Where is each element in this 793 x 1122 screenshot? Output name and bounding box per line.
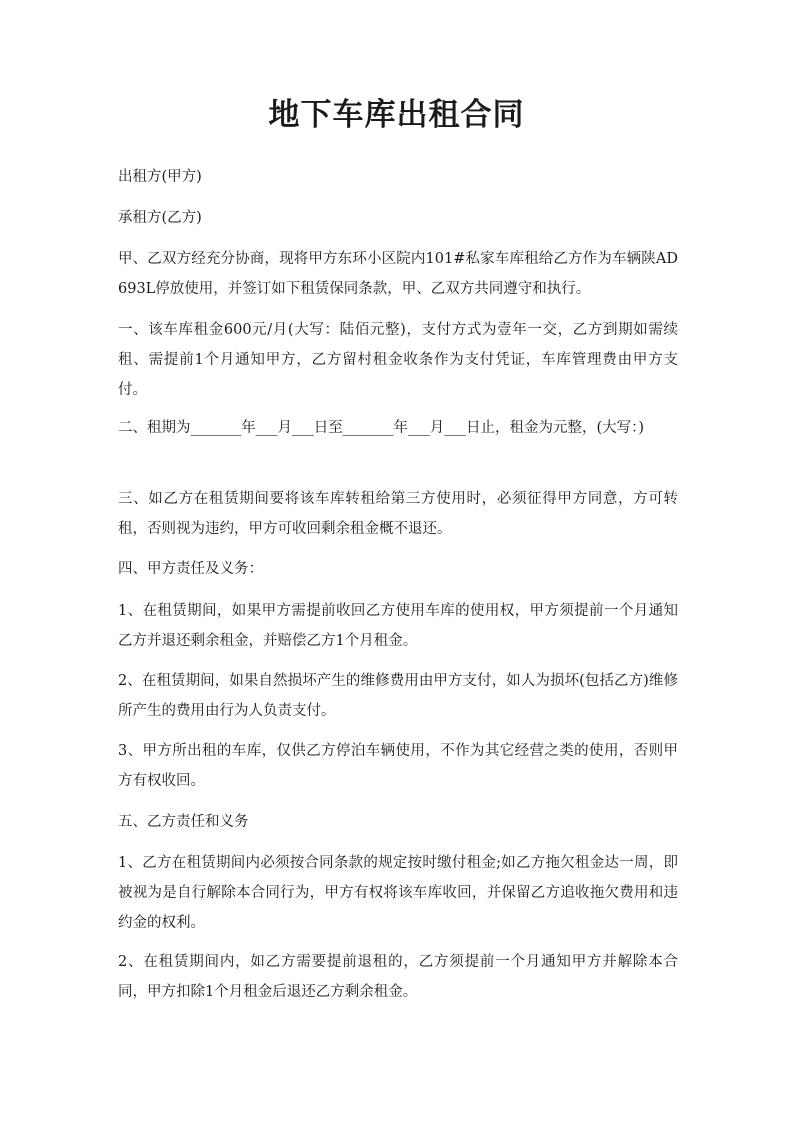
clause-5-1: 1、乙方在租赁期间内必须按合同条款的规定按时缴付租金;如乙方拖欠租金达一周，即被视为是自行解除本合同行为，甲方有权将该车库收回，并保留乙方追收拖欠费用和违约金的权利。 — [118, 855, 678, 931]
clause-4-heading: 四、甲方责任及义务： — [118, 561, 263, 577]
lessor-label: 出租方(甲方) — [118, 169, 202, 185]
document-title: 地下车库出租合同 — [268, 97, 525, 133]
intro-paragraph: 甲、乙双方经充分协商，现将甲方东环小区院内101#私家车库租给乙方作为车辆陕AD693L停放使用，并签订如下租赁保同条款，甲、乙双方共同遵守和执行。 — [118, 251, 678, 297]
clause-5-2: 2、在租赁期间内，如乙方需要提前退租的，乙方须提前一个月通知甲方并解除本合同，甲方扣除1个月租金后退还乙方剩余租金。 — [118, 954, 678, 1000]
lessee-label: 承租方(乙方) — [118, 210, 202, 226]
clause-3: 三、如乙方在租赁期间要将该车库转租给第三方使用时，必须征得甲方同意，方可转租，否则视为违约，甲方可收回剩余租金概不退还。 — [118, 491, 678, 537]
clause-4-2: 2、在租赁期间，如果自然损坏产生的维修费用由甲方支付，如人为损坏(包括乙方)维修所产生的费用由行为人负责支付。 — [118, 673, 678, 719]
clause-5-heading: 五、乙方责任和义务 — [118, 814, 249, 830]
clause-2: 二、租期为_______年___月___日至_______年___月___日止，租金为元整，(大写：) — [118, 420, 645, 436]
clause-4-3: 3、甲方所出租的车库，仅供乙方停泊车辆使用，不作为其它经营之类的使用，否则甲方有权收回。 — [118, 743, 678, 789]
clause-4-1: 1、在租赁期间，如果甲方需提前收回乙方使用车库的使用权，甲方须提前一个月通知乙方并退还剩余租金，并赔偿乙方1个月租金。 — [118, 603, 678, 649]
clause-1: 一、该车库租金600元/月(大写：陆佰元整)，支付方式为壹年一交，乙方到期如需续租、需提前1个月通知甲方，乙方留村租金收条作为支付凭证，车库管理费由甲方支付。 — [118, 322, 678, 398]
